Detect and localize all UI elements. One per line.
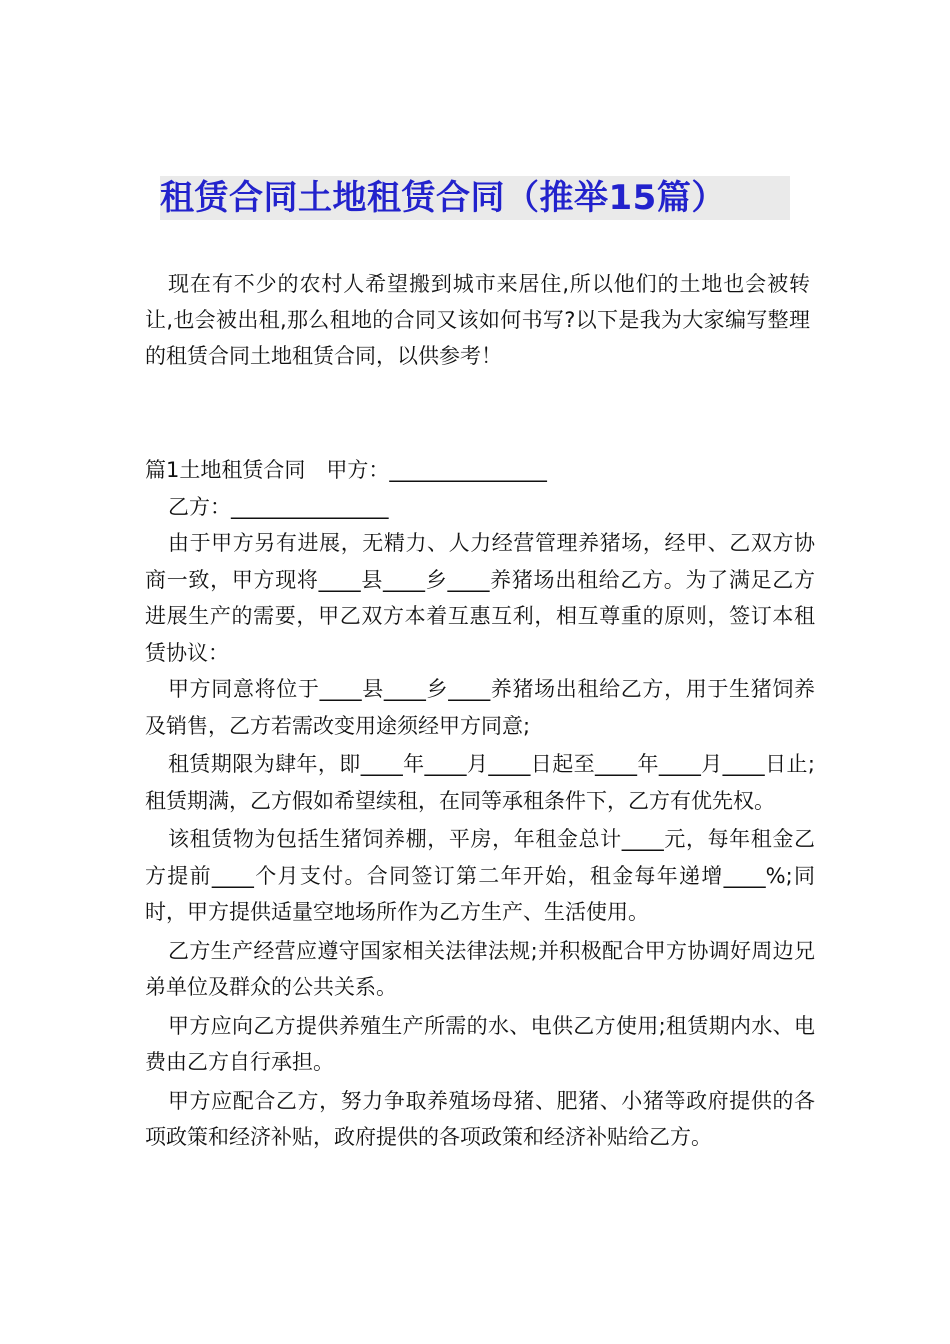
contract-paragraph: 甲方同意将位于____县____乡____养猪场出租给乙方，用于生猪饲养及销售，乙方若需改变用途须经甲方同意; <box>145 677 815 738</box>
contract-paragraph: 租赁期限为肆年，即____年____月____日起至____年____月____日止;租赁期满，乙方假如希望续租，在同等承租条件下，乙方有优先权。 <box>145 752 815 813</box>
contract-paragraph: 乙方生产经营应遵守国家相关法律法规;并积极配合甲方协调好周边兄弟单位及群众的公共关系。 <box>145 938 815 999</box>
contract-paragraph: 由于甲方另有进展，无精力、人力经营管理养猪场，经甲、乙双方协商一致，甲方现将____县____乡____养猪场出租给乙方。为了满足乙方进展生产的需要，甲乙双方本着互惠互利，相互尊重的原则，签订本租赁协议： <box>145 531 815 665</box>
contract-paragraph: 甲方应配合乙方，努力争取养殖场母猪、肥猪、小猪等政府提供的各项政策和经济补贴，政府提供的各项政策和经济补贴给乙方。 <box>145 1088 815 1149</box>
intro-paragraph: 现在有不少的农村人希望搬到城市来居住,所以他们的土地也会被转让,也会被出租,那么租地的合同又该如何书写?以下是我为大家编写整理的租赁合同土地租赁合同，以供参考！ <box>145 272 810 368</box>
contract-heading-line: 篇1土地租赁合同 甲方：_______________ <box>145 458 547 482</box>
contract-paragraph: 该租赁物为包括生猪饲养棚，平房，年租金总计____元，每年租金乙方提前____个月支付。合同签订第二年开始，租金每年递增____%;同时，甲方提供适量空地场所作为乙方生产、生活使用。 <box>145 827 815 924</box>
contract-paragraph: 甲方应向乙方提供养殖生产所需的水、电供乙方使用;租赁期内水、电费由乙方自行承担。 <box>145 1013 815 1074</box>
contract-body <box>145 452 815 1156</box>
party-b-line: 乙方：_______________ <box>168 494 389 519</box>
title-highlight <box>160 176 790 220</box>
document-title: 租赁合同土地租赁合同（推举15篇） <box>160 178 726 218</box>
